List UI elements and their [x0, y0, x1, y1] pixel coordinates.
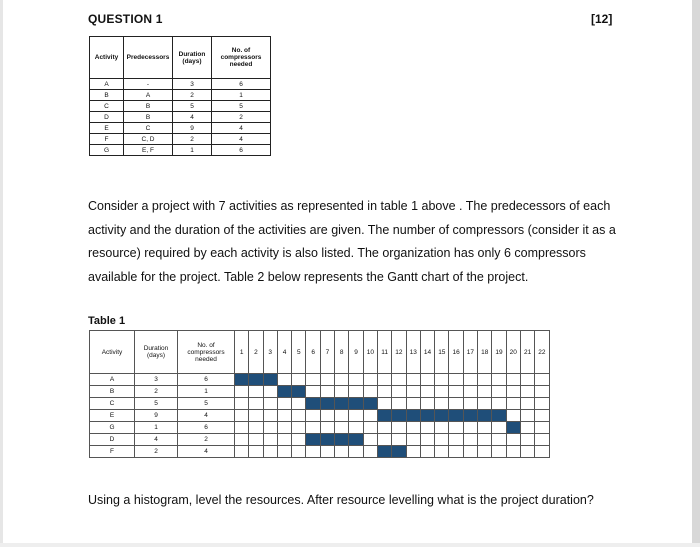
gantt-empty-cell	[406, 434, 420, 446]
gantt-empty-cell	[449, 398, 463, 410]
gantt-empty-cell	[277, 398, 291, 410]
gantt-duration-cell: 9	[135, 410, 178, 422]
activity-row	[90, 123, 271, 134]
gantt-compressors-cell: 1	[178, 386, 235, 398]
gantt-empty-cell	[520, 386, 534, 398]
gantt-empty-cell	[420, 434, 434, 446]
gantt-day-header: 5	[292, 331, 306, 374]
activity-cell: A	[90, 79, 124, 90]
gantt-empty-cell	[320, 374, 334, 386]
gantt-bar-cell	[349, 434, 363, 446]
gantt-bar-cell	[420, 410, 434, 422]
gantt-empty-cell	[420, 422, 434, 434]
gantt-activity-cell: D	[90, 434, 135, 446]
gantt-empty-cell	[249, 410, 263, 422]
gantt-empty-cell	[478, 422, 492, 434]
gantt-empty-cell	[406, 446, 420, 458]
gantt-empty-cell	[335, 410, 349, 422]
gantt-day-header: 19	[492, 331, 506, 374]
gantt-empty-cell	[420, 374, 434, 386]
gantt-empty-cell	[292, 374, 306, 386]
gantt-empty-cell	[263, 434, 277, 446]
gantt-bar-cell	[292, 386, 306, 398]
gantt-empty-cell	[335, 422, 349, 434]
gantt-empty-cell	[463, 446, 477, 458]
gantt-empty-cell	[235, 398, 249, 410]
page-right-edge	[692, 0, 700, 547]
gantt-empty-cell	[506, 410, 520, 422]
header-duration: Duration (days)	[173, 37, 212, 79]
gantt-empty-cell	[535, 398, 549, 410]
gantt-empty-cell	[535, 434, 549, 446]
gantt-empty-cell	[392, 374, 406, 386]
gantt-empty-cell	[406, 422, 420, 434]
gantt-day-header: 4	[277, 331, 291, 374]
gantt-empty-cell	[306, 386, 320, 398]
gantt-empty-cell	[249, 446, 263, 458]
gantt-empty-cell	[506, 398, 520, 410]
gantt-header-compressors: No. of compressors needed	[178, 331, 235, 374]
activity-cell: E	[90, 123, 124, 134]
gantt-empty-cell	[349, 446, 363, 458]
gantt-empty-cell	[478, 446, 492, 458]
compressors-cell: 5	[212, 101, 271, 112]
gantt-empty-cell	[520, 410, 534, 422]
gantt-duration-cell: 5	[135, 398, 178, 410]
gantt-header-activity: Activity	[90, 331, 135, 374]
activity-table	[89, 36, 271, 156]
activity-cell: D	[90, 112, 124, 123]
gantt-empty-cell	[535, 386, 549, 398]
gantt-empty-cell	[492, 422, 506, 434]
gantt-day-header: 21	[520, 331, 534, 374]
gantt-empty-cell	[377, 386, 391, 398]
gantt-day-header: 20	[506, 331, 520, 374]
gantt-row	[90, 398, 550, 410]
gantt-empty-cell	[463, 422, 477, 434]
gantt-empty-cell	[492, 434, 506, 446]
gantt-empty-cell	[263, 398, 277, 410]
gantt-empty-cell	[363, 374, 377, 386]
gantt-empty-cell	[249, 422, 263, 434]
gantt-bar-cell	[463, 410, 477, 422]
gantt-duration-cell: 2	[135, 386, 178, 398]
duration-cell: 2	[173, 90, 212, 101]
gantt-bar-cell	[406, 410, 420, 422]
gantt-empty-cell	[249, 386, 263, 398]
gantt-day-header: 6	[306, 331, 320, 374]
gantt-empty-cell	[420, 398, 434, 410]
gantt-empty-cell	[463, 374, 477, 386]
activity-cell: B	[90, 90, 124, 101]
compressors-cell: 2	[212, 112, 271, 123]
gantt-empty-cell	[277, 434, 291, 446]
gantt-empty-cell	[235, 422, 249, 434]
gantt-empty-cell	[449, 422, 463, 434]
gantt-empty-cell	[235, 410, 249, 422]
predecessor-cell: E, F	[124, 145, 173, 156]
gantt-empty-cell	[435, 374, 449, 386]
gantt-empty-cell	[377, 434, 391, 446]
gantt-bar-cell	[492, 410, 506, 422]
gantt-empty-cell	[306, 410, 320, 422]
gantt-empty-cell	[377, 422, 391, 434]
duration-cell: 5	[173, 101, 212, 112]
gantt-empty-cell	[263, 422, 277, 434]
activity-table-header	[90, 37, 271, 79]
gantt-empty-cell	[449, 374, 463, 386]
gantt-day-header: 22	[535, 331, 549, 374]
gantt-empty-cell	[335, 446, 349, 458]
problem-description: Consider a project with 7 activities as represented in table 1 above . The predecessors of each activity and the duration of the activities are given. The number of compressors (consider it as a resource) required by each activity is also listed. The organization has only 6 compressors available for the project. Table 2 below represents the Gantt chart of the project.	[88, 199, 616, 284]
gantt-empty-cell	[363, 446, 377, 458]
gantt-empty-cell	[406, 386, 420, 398]
gantt-day-header: 7	[320, 331, 334, 374]
gantt-activity-cell: C	[90, 398, 135, 410]
gantt-bar-cell	[349, 398, 363, 410]
gantt-empty-cell	[277, 410, 291, 422]
gantt-empty-cell	[377, 398, 391, 410]
activity-row	[90, 145, 271, 156]
gantt-empty-cell	[263, 446, 277, 458]
gantt-bar-cell	[335, 434, 349, 446]
gantt-empty-cell	[320, 446, 334, 458]
compressors-cell: 6	[212, 79, 271, 90]
gantt-empty-cell	[363, 410, 377, 422]
gantt-empty-cell	[506, 434, 520, 446]
gantt-day-header: 10	[363, 331, 377, 374]
gantt-empty-cell	[320, 386, 334, 398]
gantt-empty-cell	[535, 374, 549, 386]
gantt-empty-cell	[335, 374, 349, 386]
predecessor-cell: -	[124, 79, 173, 90]
gantt-bar-cell	[478, 410, 492, 422]
gantt-bar-cell	[506, 422, 520, 434]
gantt-activity-cell: A	[90, 374, 135, 386]
gantt-day-header: 1	[235, 331, 249, 374]
gantt-row	[90, 386, 550, 398]
gantt-day-header: 13	[406, 331, 420, 374]
question-title: QUESTION 1	[88, 12, 163, 26]
gantt-activity-cell: F	[90, 446, 135, 458]
duration-cell: 2	[173, 134, 212, 145]
gantt-empty-cell	[320, 422, 334, 434]
gantt-bar-cell	[249, 374, 263, 386]
gantt-empty-cell	[535, 422, 549, 434]
gantt-empty-cell	[277, 374, 291, 386]
gantt-empty-cell	[392, 398, 406, 410]
gantt-empty-cell	[249, 398, 263, 410]
gantt-empty-cell	[506, 446, 520, 458]
gantt-empty-cell	[449, 386, 463, 398]
gantt-bar-cell	[277, 386, 291, 398]
gantt-day-header: 3	[263, 331, 277, 374]
gantt-empty-cell	[535, 410, 549, 422]
gantt-bar-cell	[320, 398, 334, 410]
gantt-activity-cell: E	[90, 410, 135, 422]
gantt-empty-cell	[478, 398, 492, 410]
gantt-day-header: 9	[349, 331, 363, 374]
gantt-empty-cell	[235, 386, 249, 398]
gantt-empty-cell	[435, 422, 449, 434]
gantt-empty-cell	[263, 386, 277, 398]
gantt-bar-cell	[306, 398, 320, 410]
gantt-bar-cell	[392, 410, 406, 422]
gantt-bar-cell	[392, 446, 406, 458]
header-activity: Activity	[90, 37, 124, 79]
gantt-empty-cell	[435, 446, 449, 458]
gantt-bar-cell	[335, 398, 349, 410]
compressors-cell: 6	[212, 145, 271, 156]
table-label: Table 1	[88, 315, 126, 327]
activity-table-body	[90, 79, 271, 156]
activity-cell: G	[90, 145, 124, 156]
compressors-cell: 4	[212, 134, 271, 145]
gantt-header-duration: Duration (days)	[135, 331, 178, 374]
gantt-day-header: 14	[420, 331, 434, 374]
header-predecessors: Predecessors	[124, 37, 173, 79]
gantt-empty-cell	[435, 386, 449, 398]
gantt-duration-cell: 4	[135, 434, 178, 446]
question-text: Using a histogram, level the resources. After resource levelling what is the project duration?	[88, 493, 594, 507]
gantt-empty-cell	[520, 422, 534, 434]
gantt-empty-cell	[392, 434, 406, 446]
activity-row	[90, 79, 271, 90]
gantt-empty-cell	[292, 410, 306, 422]
gantt-empty-cell	[520, 434, 534, 446]
gantt-activity-cell: B	[90, 386, 135, 398]
duration-cell: 4	[173, 112, 212, 123]
gantt-body	[90, 374, 550, 458]
gantt-empty-cell	[478, 374, 492, 386]
predecessor-cell: C	[124, 123, 173, 134]
header-compressors: No. of compressors needed	[212, 37, 271, 79]
duration-cell: 3	[173, 79, 212, 90]
gantt-empty-cell	[277, 422, 291, 434]
gantt-empty-cell	[363, 422, 377, 434]
gantt-empty-cell	[306, 422, 320, 434]
activity-row	[90, 112, 271, 123]
gantt-empty-cell	[306, 446, 320, 458]
gantt-compressors-cell: 2	[178, 434, 235, 446]
gantt-empty-cell	[520, 446, 534, 458]
page-left-edge	[0, 0, 3, 547]
gantt-compressors-cell: 4	[178, 410, 235, 422]
gantt-bar-cell	[435, 410, 449, 422]
gantt-empty-cell	[420, 446, 434, 458]
gantt-empty-cell	[306, 374, 320, 386]
gantt-bar-cell	[449, 410, 463, 422]
gantt-empty-cell	[463, 398, 477, 410]
gantt-empty-cell	[435, 398, 449, 410]
gantt-duration-cell: 2	[135, 446, 178, 458]
gantt-empty-cell	[235, 446, 249, 458]
duration-cell: 9	[173, 123, 212, 134]
predecessor-cell: A	[124, 90, 173, 101]
gantt-day-header: 18	[478, 331, 492, 374]
gantt-empty-cell	[292, 434, 306, 446]
gantt-empty-cell	[392, 422, 406, 434]
gantt-bar-cell	[377, 410, 391, 422]
gantt-row	[90, 410, 550, 422]
gantt-empty-cell	[277, 446, 291, 458]
gantt-empty-cell	[520, 374, 534, 386]
gantt-empty-cell	[335, 386, 349, 398]
gantt-row	[90, 434, 550, 446]
gantt-empty-cell	[449, 446, 463, 458]
gantt-day-header: 2	[249, 331, 263, 374]
gantt-empty-cell	[406, 374, 420, 386]
gantt-day-header: 11	[377, 331, 391, 374]
gantt-day-header: 16	[449, 331, 463, 374]
question-marks: [12]	[591, 12, 613, 26]
gantt-empty-cell	[478, 434, 492, 446]
gantt-empty-cell	[320, 410, 334, 422]
gantt-empty-cell	[492, 386, 506, 398]
gantt-empty-cell	[349, 374, 363, 386]
duration-cell: 1	[173, 145, 212, 156]
gantt-bar-cell	[306, 434, 320, 446]
gantt-empty-cell	[535, 446, 549, 458]
gantt-empty-cell	[506, 386, 520, 398]
gantt-compressors-cell: 6	[178, 422, 235, 434]
gantt-empty-cell	[435, 434, 449, 446]
predecessor-cell: B	[124, 101, 173, 112]
compressors-cell: 1	[212, 90, 271, 101]
gantt-empty-cell	[492, 398, 506, 410]
gantt-compressors-cell: 4	[178, 446, 235, 458]
gantt-chart-table	[89, 330, 550, 458]
gantt-empty-cell	[292, 398, 306, 410]
gantt-empty-cell	[478, 386, 492, 398]
activity-cell: F	[90, 134, 124, 145]
gantt-empty-cell	[363, 434, 377, 446]
gantt-header	[90, 331, 550, 374]
gantt-bar-cell	[363, 398, 377, 410]
gantt-empty-cell	[449, 434, 463, 446]
gantt-empty-cell	[463, 434, 477, 446]
gantt-compressors-cell: 5	[178, 398, 235, 410]
gantt-empty-cell	[249, 434, 263, 446]
predecessor-cell: B	[124, 112, 173, 123]
gantt-day-header: 17	[463, 331, 477, 374]
gantt-compressors-cell: 6	[178, 374, 235, 386]
gantt-empty-cell	[392, 386, 406, 398]
activity-row	[90, 90, 271, 101]
gantt-bar-cell	[320, 434, 334, 446]
gantt-day-header: 8	[335, 331, 349, 374]
gantt-empty-cell	[349, 422, 363, 434]
gantt-empty-cell	[292, 422, 306, 434]
gantt-bar-cell	[263, 374, 277, 386]
gantt-empty-cell	[263, 410, 277, 422]
activity-row	[90, 101, 271, 112]
gantt-empty-cell	[377, 374, 391, 386]
gantt-row	[90, 446, 550, 458]
gantt-empty-cell	[520, 398, 534, 410]
gantt-day-header: 15	[435, 331, 449, 374]
gantt-empty-cell	[420, 386, 434, 398]
gantt-empty-cell	[463, 386, 477, 398]
gantt-empty-cell	[292, 446, 306, 458]
gantt-empty-cell	[363, 386, 377, 398]
gantt-empty-cell	[492, 446, 506, 458]
gantt-row	[90, 374, 550, 386]
gantt-empty-cell	[349, 386, 363, 398]
gantt-activity-cell: G	[90, 422, 135, 434]
activity-row	[90, 134, 271, 145]
gantt-bar-cell	[235, 374, 249, 386]
gantt-empty-cell	[492, 374, 506, 386]
gantt-day-header: 12	[392, 331, 406, 374]
page-bottom-edge	[0, 543, 700, 547]
activity-cell: C	[90, 101, 124, 112]
gantt-duration-cell: 1	[135, 422, 178, 434]
gantt-row	[90, 422, 550, 434]
gantt-empty-cell	[349, 410, 363, 422]
gantt-bar-cell	[377, 446, 391, 458]
gantt-duration-cell: 3	[135, 374, 178, 386]
predecessor-cell: C, D	[124, 134, 173, 145]
compressors-cell: 4	[212, 123, 271, 134]
gantt-empty-cell	[235, 434, 249, 446]
gantt-empty-cell	[406, 398, 420, 410]
gantt-empty-cell	[506, 374, 520, 386]
